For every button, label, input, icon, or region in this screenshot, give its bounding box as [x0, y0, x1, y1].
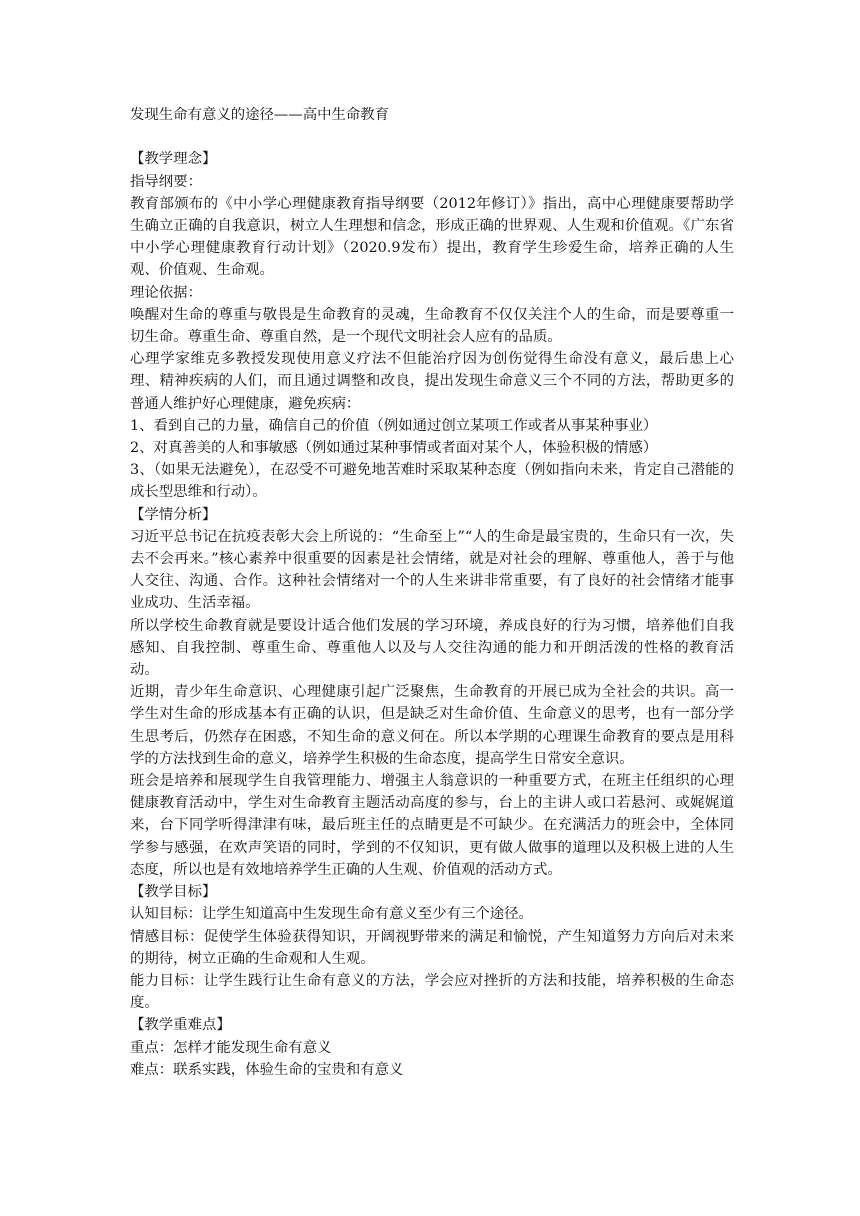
goal-ability: 能力目标：让学生践行让生命有意义的方法，学会应对挫折的方法和技能，培养积极的生命态度。 — [130, 972, 734, 1012]
section-heading-teaching-goals: 【教学目标】 — [130, 884, 217, 901]
list-item-1: 1、看到自己的力量，确信自己的价值（例如通过创立某项工作或者从事某种事业） — [130, 417, 658, 434]
paragraph-analysis-3: 近期，青少年生命意识、心理健康引起广泛聚焦，生命教育的开展已成为全社会的共识。高一学生对生命的形成基本有正确的认识，但是缺乏对生命价值、生命意义的思考，也有一部分学生思考后，仍然存在困惑，不知生命的意义何在。所以本学期的心理课生命教育的要点是用科学的方法找到生命的意义，培养学生积极的生命态度，提高学生日常安全意识。 — [130, 684, 734, 767]
list-item-3: 3、（如果无法避免），在忍受不可避免地苦难时采取某种态度（例如指向未来，肯定自己潜能的成长型思维和行动）。 — [130, 462, 734, 501]
paragraph-theory-1: 唤醒对生命的尊重与敬畏是生命教育的灵魂，生命教育不仅仅关注个人的生命，而是要尊重一切生命。尊重生命、尊重自然，是一个现代文明社会人应有的品质。 — [130, 306, 734, 346]
section-heading-student-analysis: 【学情分析】 — [130, 506, 217, 523]
subheading-guidelines: 指导纲要： — [130, 173, 202, 190]
subheading-theory: 理论依据： — [130, 284, 202, 301]
list-item-2: 2、对真善美的人和事敏感（例如通过某种事情或者面对某个人，体验积极的情感） — [130, 440, 658, 457]
goal-emotional: 情感目标：促使学生体验获得知识，开阔视野带来的满足和愉悦，产生知道努力方向后对未来的期待，树立正确的生命观和人生观。 — [130, 928, 734, 967]
paragraph-analysis-4: 班会是培养和展现学生自我管理能力、增强主人翁意识的一种重要方式，在班主任组织的心理健康教育活动中，学生对生命教育主题活动高度的参与，台上的主讲人或口若悬河、或娓娓道来，台下同学听得津津有味，最后班主任的点睛更是不可缺少。在充满活力的班会中，全体同学参与感强，在欢声笑语的同时，学到的不仅知识，更有做人做事的道理以及积极上进的人生态度，所以也是有效地培养学生正确的人生观、价值观的活动方式。 — [130, 773, 734, 878]
paragraph-guidelines: 教育部颁布的《中小学心理健康教育指导纲要（2012年修订）》指出，高中心理健康要帮助学生确立正确的自我意识，树立人生理想和信念，形成正确的世界观、人生观和价值观。《广东省中小学心理健康教育行动计划》（2020.9发布）提出，教育学生珍爱生命，培养正确的人生观、价值观、生命观。 — [130, 195, 734, 279]
section-heading-key-points: 【教学重难点】 — [130, 1017, 231, 1034]
document-title: 发现生命有意义的途径——高中生命教育 — [130, 107, 390, 123]
paragraph-analysis-1: 习近平总书记在抗疫表彰大会上所说的：“生命至上”“人的生命是最宝贵的，生命只有一次，失去不会再来。”核心素养中很重要的因素是社会情绪，就是对社会的理解、尊重他人，善于与他人交往、沟通、合作。这种社会情绪对一个的人生来讲非常重要，有了良好的社会情绪才能事业成功、生活幸福。 — [130, 528, 734, 612]
paragraph-analysis-2: 所以学校生命教育就是要设计适合他们发展的学习环境，养成良好的行为习惯，培养他们自我感知、自我控制、尊重生命、尊重他人以及与人交往沟通的能力和开朗活泼的性格的教育活动。 — [130, 617, 734, 679]
key-point: 重点：怎样才能发现生命有意义 — [130, 1039, 332, 1056]
difficult-point: 难点：联系实践，体验生命的宝贵和有意义 — [130, 1061, 404, 1078]
goal-cognitive: 认知目标：让学生知道高中生发现生命有意义至少有三个途径。 — [130, 906, 533, 923]
section-heading-teaching-philosophy: 【教学理念】 — [130, 151, 217, 168]
paragraph-theory-2: 心理学家维克多教授发现使用意义疗法不但能治疗因为创伤觉得生命没有意义，最后患上心理、精神疾病的人们，而且通过调整和改良，提出发现生命意义三个不同的方法，帮助更多的普通人维护好心理健康，避免疾病： — [130, 351, 734, 412]
document-page — [130, 104, 734, 1081]
